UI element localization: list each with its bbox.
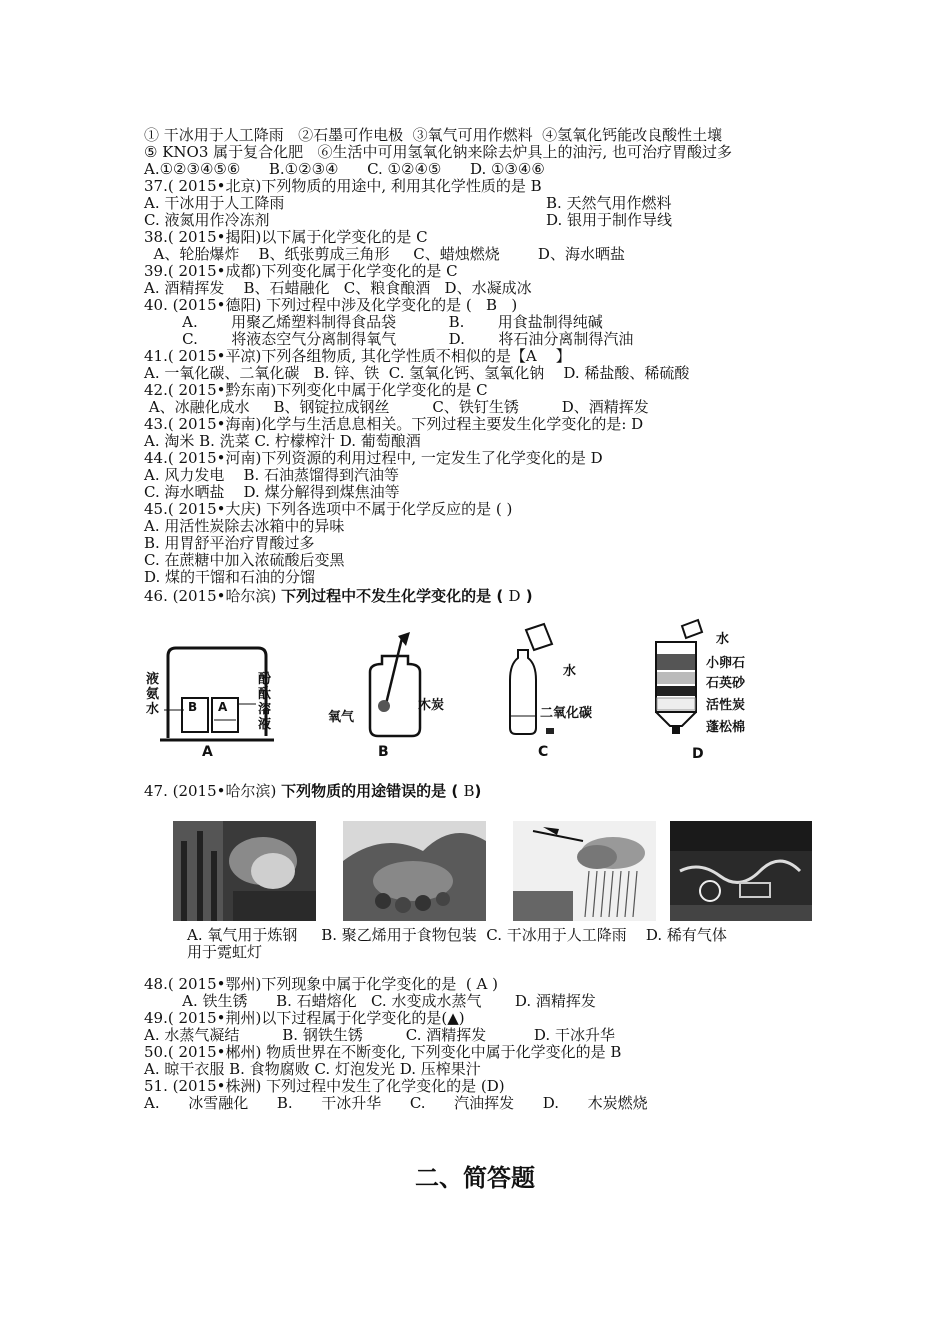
label-oxygen: 氧气 bbox=[328, 710, 355, 725]
photo-steelmaking bbox=[173, 821, 316, 925]
question-51: 51. (2015•株洲) 下列过程中发生了化学变化的是 (D) bbox=[144, 1077, 505, 1095]
question-44: 44.( 2015•河南)下列资源的利用过程中, 一定发生了化学变化的是 D bbox=[144, 449, 603, 467]
option-45-a: A. 用活性炭除去冰箱中的异味 bbox=[144, 517, 345, 535]
answer: B bbox=[463, 782, 475, 800]
question-43: 43.( 2015•海南)化学与生活息息相关。下列过程主要发生化学变化的是: D bbox=[144, 415, 644, 433]
figure-c-co2-bottle bbox=[500, 620, 580, 740]
question-close: ) bbox=[520, 587, 533, 605]
question-40: 40. (2015•德阳) 下列过程中涉及化学变化的是 ( B ) bbox=[144, 296, 518, 314]
label-cotton: 蓬松棉 bbox=[706, 720, 746, 735]
question-stem: 下列过程中不发生化学变化的是 ( bbox=[281, 587, 509, 605]
question-39: 39.( 2015•成都)下列变化属于化学变化的是 C bbox=[144, 262, 458, 280]
question-close: ) bbox=[474, 782, 482, 800]
figure-label-d: D bbox=[692, 746, 704, 762]
label-quartz-sand: 石英砂 bbox=[706, 676, 746, 691]
question-50: 50.( 2015•郴州) 物质世界在不断变化, 下列变化中属于化学变化的是 B bbox=[144, 1043, 622, 1061]
options-51: A. 冰雪融化 B. 干冰升华 C. 汽油挥发 D. 木炭燃烧 bbox=[144, 1094, 648, 1112]
label-activated-carbon: 活性炭 bbox=[706, 698, 746, 713]
question-number: 47. (2015•哈尔滨) bbox=[144, 782, 282, 800]
options-44-ab: A. 风力发电 B. 石油蒸馏得到汽油等 bbox=[144, 466, 400, 484]
label-beaker-a: A bbox=[218, 700, 228, 714]
photo-plastic-packaging bbox=[343, 821, 486, 925]
option-a: A. 干冰用于人工降雨 bbox=[144, 194, 285, 212]
question-48: 48.( 2015•鄂州)下列现象中属于化学变化的是 ( A ) bbox=[144, 975, 498, 993]
question-stem: 下列物质的用途错误的是 ( bbox=[281, 782, 464, 800]
text-line: ① 干冰用于人工降雨 ②石墨可作电极 ③氧气可用作燃料 ④氢氧化钙能改良酸性土壤 bbox=[144, 126, 723, 144]
option-d: D. 银用于制作导线 bbox=[546, 211, 673, 229]
options-49: A. 水蒸气凝结 B. 钢铁生锈 C. 酒精挥发 D. 干冰升华 bbox=[144, 1026, 615, 1044]
label-beaker-b: B bbox=[188, 700, 198, 714]
photo-captions: A. 氧气用于炼钢 B. 聚乙烯用于食物包装 C. 干冰用于人工降雨 D. 稀有气体 bbox=[187, 926, 727, 944]
option-45-c: C. 在蔗糖中加入浓硫酸后变黑 bbox=[144, 551, 345, 569]
options-40-cd: C. 将液态空气分离制得氧气 D. 将石油分离制得汽油 bbox=[144, 330, 634, 348]
question-45: 45.( 2015•大庆) 下列各选项中不属于化学反应的是 ( ) bbox=[144, 500, 513, 518]
options-48: A. 铁生锈 B. 石蜡熔化 C. 水变成水蒸气 D. 酒精挥发 bbox=[144, 992, 596, 1010]
option-45-d: D. 煤的干馏和石油的分馏 bbox=[144, 568, 316, 586]
label-co2: 二氧化碳 bbox=[540, 706, 593, 721]
options-44-cd: C. 海水晒盐 D. 煤分解得到煤焦油等 bbox=[144, 483, 400, 501]
section-title: 二、简答题 bbox=[415, 1164, 535, 1192]
question-49: 49.( 2015•荆州)以下过程属于化学变化的是(▲) bbox=[144, 1009, 465, 1027]
question-number: 46. (2015•哈尔滨) bbox=[144, 587, 282, 605]
photo-neon-lights bbox=[670, 821, 812, 925]
figure-b-charcoal-burning bbox=[350, 632, 440, 742]
photo-artificial-rain bbox=[513, 821, 656, 925]
options-42: A、冰融化成水 B、钢锭拉成钢丝 C、铁钉生锈 D、酒精挥发 bbox=[144, 398, 649, 416]
question-46 bbox=[144, 588, 533, 605]
figure-label-c: C bbox=[538, 744, 549, 760]
photo-caption-continued: 用于霓虹灯 bbox=[187, 943, 263, 961]
figure-label-a: A bbox=[202, 744, 213, 760]
label-ammonia: 液 氨 水 bbox=[146, 672, 160, 717]
text-line: ⑤ KNO3 属于复合化肥 ⑥生活中可用氢氧化钠来除去炉具上的油污, 也可治疗胃酸过多 bbox=[144, 143, 732, 161]
option-45-b: B. 用胃舒平治疗胃酸过多 bbox=[144, 534, 315, 552]
options-40-ab: A. 用聚乙烯塑料制得食品袋 B. 用食盐制得纯碱 bbox=[144, 313, 603, 331]
label-pebbles: 小卵石 bbox=[706, 656, 746, 671]
question-41: 41.( 2015•平凉)下列各组物质, 其化学性质不相似的是【A 】 bbox=[144, 347, 571, 365]
label-charcoal: 木炭 bbox=[418, 698, 445, 713]
options-41: A. 一氧化碳、二氧化碳 B. 锌、铁 C. 氢氧化钙、氢氧化钠 D. 稀盐酸、稀硫酸 bbox=[144, 364, 690, 382]
label-water-c: 水 bbox=[563, 664, 577, 679]
label-water-d: 水 bbox=[716, 632, 730, 647]
option-c: C. 液氮用作冷冻剂 bbox=[144, 211, 270, 229]
figure-label-b: B bbox=[378, 744, 389, 760]
answer: D bbox=[508, 587, 521, 605]
options-39: A. 酒精挥发 B、石蜡融化 C、粮食酿酒 D、水凝成冰 bbox=[144, 279, 532, 297]
options-50: A. 晾干衣服 B. 食物腐败 C. 灯泡发光 D. 压榨果汁 bbox=[144, 1060, 481, 1078]
figure-d-water-filter bbox=[644, 616, 714, 746]
text-line: A.①②③④⑤⑥ B.①②③④ C. ①②④⑤ D. ①③④⑥ bbox=[144, 160, 545, 178]
question-42: 42.( 2015•黔东南)下列变化中属于化学变化的是 C bbox=[144, 381, 488, 399]
option-b: B. 天然气用作燃料 bbox=[546, 194, 672, 212]
label-phenolphthalein: 酚 酞 溶 液 bbox=[258, 672, 272, 732]
question-37: 37.( 2015•北京)下列物质的用途中, 利用其化学性质的是 B bbox=[144, 177, 542, 195]
options-38: A、轮胎爆炸 B、纸张剪成三角形 C、蜡烛燃烧 D、海水晒盐 bbox=[144, 245, 625, 263]
question-47 bbox=[144, 783, 481, 800]
options-43: A. 淘米 B. 洗菜 C. 柠檬榨汁 D. 葡萄酿酒 bbox=[144, 432, 421, 450]
question-38: 38.( 2015•揭阳)以下属于化学变化的是 C bbox=[144, 228, 428, 246]
